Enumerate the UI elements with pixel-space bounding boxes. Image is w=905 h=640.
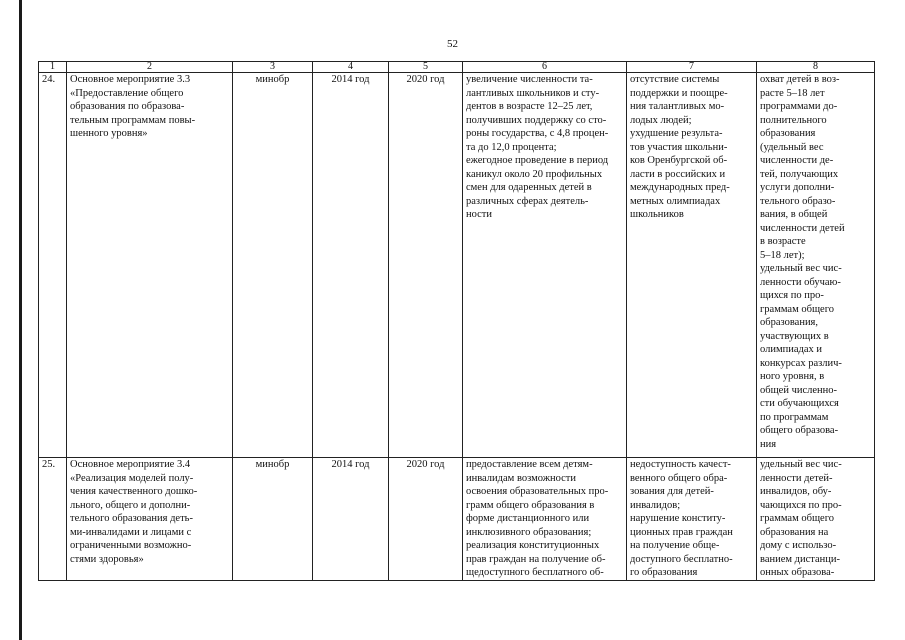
column-number-row: [39, 62, 875, 73]
row-number: 24.: [39, 73, 67, 458]
consequences-cell: недоступность качест- венного общего обра- зования для детей- инвалидов; нарушение конститу- ционных прав граждан на получение обще- доступного бесплатно- го образования: [627, 458, 757, 581]
column-number: 7: [627, 62, 757, 73]
column-number: 3: [233, 62, 313, 73]
table-row: [39, 73, 875, 458]
page-number: 52: [447, 38, 458, 50]
executor-cell: минобр: [233, 73, 313, 458]
event-name-cell: Основное мероприятие 3.4 «Реализация моделей полу- чения качественного дошко- льного, общего и дополни- тельного образования деть- ми-инвалидами и лицами с ограниченными возможно- стями здоровья»: [67, 458, 233, 581]
column-number: 4: [313, 62, 389, 73]
column-number: 6: [463, 62, 627, 73]
executor-cell: минобр: [233, 458, 313, 581]
end-year-cell: 2020 год: [389, 458, 463, 581]
event-name-cell: Основное мероприятие 3.3 «Предоставление общего образования по образова- тельным программам повы- шенного уровня»: [67, 73, 233, 458]
column-number: 1: [39, 62, 67, 73]
start-year-cell: 2014 год: [313, 458, 389, 581]
expected-result-cell: предоставление всем детям- инвалидам возможности освоения образовательных про- грамм общего образования в форме дистанционного или инклюзивного образования; реализация конституционных прав граждан на получение об- щедоступного бесплатного об-: [463, 458, 627, 581]
row-number: 25.: [39, 458, 67, 581]
end-year-cell: 2020 год: [389, 73, 463, 458]
start-year-cell: 2014 год: [313, 73, 389, 458]
column-number: 2: [67, 62, 233, 73]
indicators-cell: удельный вес чис- ленности детей- инвалидов, обу- чающихся по про- граммам общего образования на дому с использо- ванием дистанци- онных образова-: [757, 458, 875, 581]
table-row: [39, 458, 875, 581]
column-number: 5: [389, 62, 463, 73]
indicators-cell: охват детей в воз- расте 5–18 лет программами до- полнительного образования (удельный вес численности де- тей, получающих услуги дополни- тельного образо- вания, в общей численности детей в возрасте 5–18 лет); удельный вес чис- ленности обучаю- щихся по про- граммам общего образования, участвующих в олимпиадах и конкурсах различ- ного уровня, в общей численно- сти обучающихся по программам общего образова- ния: [757, 73, 875, 458]
measures-table: [38, 61, 875, 581]
consequences-cell: отсутствие системы поддержки и поощре- ния талантливых мо- лодых людей; ухудшение результа- тов участия школьни- ков Оренбургской об- ласти в российских и международных пред- метных олимпиадах школьников: [627, 73, 757, 458]
page-binding-edge: [19, 0, 22, 640]
column-number: 8: [757, 62, 875, 73]
expected-result-cell: увеличение численности та- лантливых школьников и сту- дентов в возрасте 12–25 лет, получивших поддержку со сто- роны государства, с 4,8 процен- та до 12,0 процента; ежегодное проведение в период каникул около 20 профильных смен для одаренных детей в различных сферах деятель- ности: [463, 73, 627, 458]
